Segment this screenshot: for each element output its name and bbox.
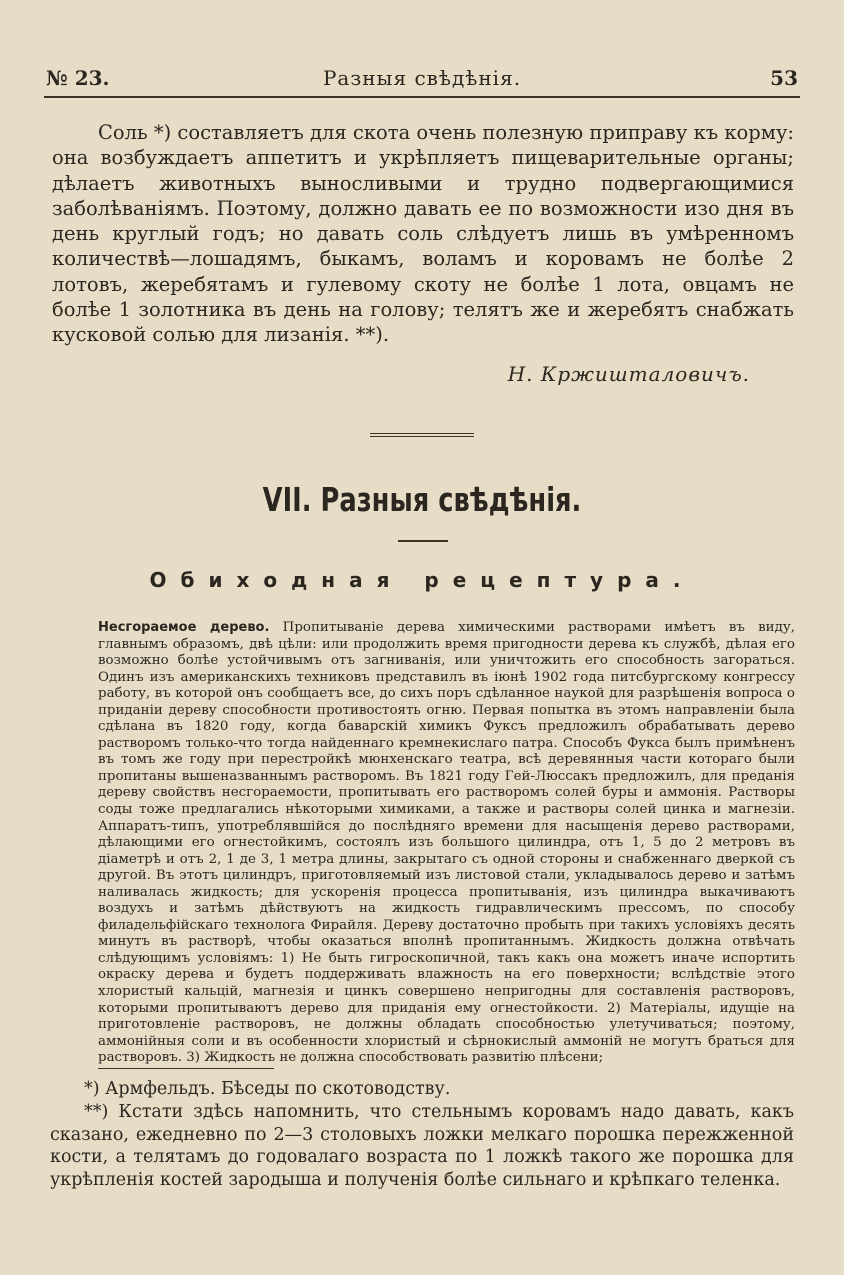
article-lead: Несгораемое дерево.	[98, 620, 270, 635]
heading-rule	[398, 540, 448, 542]
section-heading: VII. Разныя свѣдѣнія.	[262, 480, 582, 519]
salt-paragraph	[52, 120, 794, 348]
issue-number: № 23.	[46, 66, 110, 90]
footnote-2-text: **) Кстати здѣсь напомнить, что стельнымъ коровамъ надо давать, какъ сказано, ежедневно по 2—3 столовыхъ ложки мелкаго порошка пережженной кости, а телятамъ до годовалаго возраста по 1 ложкѣ такого же порошка для укрѣпленія костей зародыша и полученія болѣе сильнаго и крѣпкаго теленка.	[50, 1102, 794, 1190]
running-header	[44, 66, 800, 96]
running-title: Разныя свѣдѣнія.	[322, 66, 522, 90]
subsection-heading: Обиходная рецептура.	[149, 568, 695, 592]
footnote-2	[50, 1101, 794, 1191]
section-separator	[370, 433, 474, 438]
article-text: Пропитываніе дерева химическими растворами имѣетъ въ виду, главнымъ образомъ, двѣ цѣли: или продолжить время пригодности дерева къ службѣ, дѣлая его возможно болѣе устойчивымъ отъ загниванія, или уничтожить его способность загораться. Одинъ изъ американскихъ техниковъ представилъ въ іюнѣ 1902 года питсбургскому конгрессу работу, въ которой онъ сообщаетъ все, до сихъ поръ сдѣланное наукой для разрѣшенія вопроса о приданіи дереву способности противостоять огню. Первая попытка въ этомъ направленіи была сдѣлана въ 1820 году, когда баварскій химикъ Фуксъ предложилъ обрабатывать дерево растворомъ только-что тогда найденнаго кремнекислаго патра. Способъ Фукса былъ примѣненъ въ томъ же году при перестройкѣ мюнхенскаго театра, всѣ деревянныя части котораго были пропитаны вышеназваннымъ растворомъ. Въ 1821 году Гей-Люссакъ предложилъ, для преданія дереву свойствъ несгораемости, пропитывать его растворомъ солей буры и аммонія. Растворы соды тоже предлагались нѣкоторыми химиками, а также и растворы солей цинка и магнезіи. Аппаратъ-типъ, употреблявшійся до послѣдняго времени для насыщенія дерево растворами, дѣлающими его огнестойкимъ, состоялъ изъ большого цилиндра, отъ 1, 5 до 2 метровъ въ діаметрѣ и отъ 2, 1 де 3, 1 метра длины, закрытаго съ одной стороны и снабженнаго дверкой съ другой. Въ этотъ цилиндръ, приготовляемый изъ листовой стали, укладывалось дерево и затѣмъ наливалась жидкость; для ускоренія процесса пропитыванія, изъ цилиндра выкачиваютъ воздухъ и затѣмъ дѣйствуютъ на жидкость гидравлическимъ прессомъ, по способу филадельфійскаго технолога Фирайля. Дереву достаточно пробыть при такихъ условіяхъ десять минутъ въ растворѣ, чтобы оказаться вполнѣ пропитаннымъ. Жидкость должна отвѣчать слѣдующимъ условіямъ: 1) Не быть гигроскопичной, такъ какъ она можетъ иначе испортить окраску дерева и будетъ поддерживать влажность на его поверхности; вслѣдствіе этого хлористый кальцій, магнезія и цинкъ совершено непригодны для составленія растворовъ, которыми пропитываютъ дерево для приданія ему огнестойкости. 2) Матеріалы, идущіе на приготовленіе растворовъ, не должны обладать способностью улетучиваться; поэтому, аммонійныя соли и въ особенности хлористый и сѣрнокислый аммоній не могутъ браться для растворовъ. 3) Жидкость не должна способствовать развитію плѣсени;	[98, 620, 795, 1066]
article-paragraph	[98, 620, 795, 1067]
footnote-1	[50, 1078, 794, 1101]
footnote-rule	[98, 1068, 274, 1069]
author-signature: Н. Кржишталовичъ.	[507, 362, 750, 386]
salt-paragraph-text: Соль *) составляетъ для скота очень полезную приправу къ корму: она возбуждаетъ аппетитъ и укрѣпляетъ пищеварительные органы; дѣлаетъ животныхъ выносливыми и трудно подвергающимися заболѣваніямъ. Поэтому, должно давать ее по возможности изо дня въ день круглый годъ; но давать соль слѣдуетъ лишь въ умѣренномъ количествѣ—лошадямъ, быкамъ, воламъ и коровамъ не болѣе 2 лотовъ, жеребятамъ и гулевому скоту не болѣе 1 лота, овцамъ не болѣе 1 золотника въ день на голову; телятъ же и жеребятъ снабжать кусковой солью для лизанія. **).	[52, 121, 794, 347]
footnote-1-text: *) Армфельдъ. Бѣседы по скотоводству.	[84, 1079, 451, 1099]
header-rule	[44, 96, 800, 98]
page-number: 53	[770, 66, 798, 90]
